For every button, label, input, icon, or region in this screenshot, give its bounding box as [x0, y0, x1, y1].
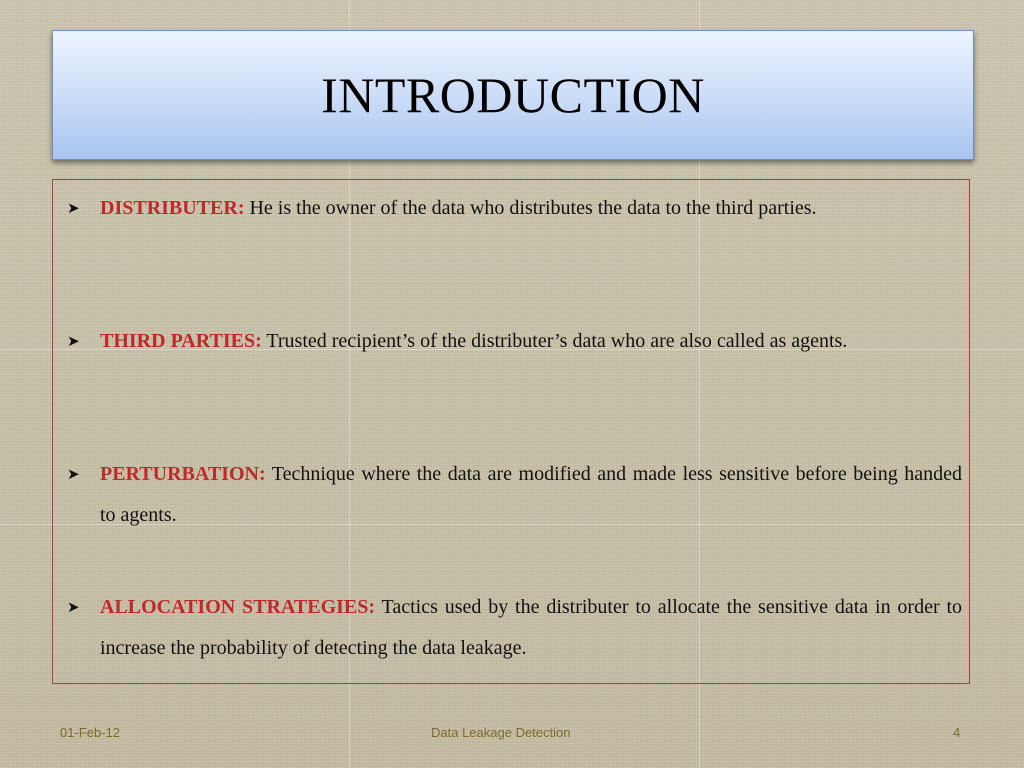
bullet-text	[100, 188, 962, 229]
arrow-bullet-icon: ➤	[67, 598, 80, 616]
footer-date: 01-Feb-12	[60, 725, 120, 740]
bullet-item-distributer	[67, 188, 962, 229]
bullet-description: Tactics used by the distributer to allocate the sensitive data in order to increase the probability of detecting the data leakage.	[100, 596, 962, 659]
arrow-bullet-icon: ➤	[67, 199, 80, 217]
slide-title: INTRODUCTION	[321, 67, 705, 123]
bullet-text	[100, 454, 962, 536]
arrow-bullet-icon: ➤	[67, 332, 80, 350]
bullet-description: He is the owner of the data who distributes the data to the third parties.	[244, 197, 817, 219]
content-box	[52, 179, 970, 684]
bullet-term: DISTRIBUTER:	[100, 197, 245, 219]
arrow-bullet-icon: ➤	[67, 465, 80, 483]
bullet-term: PERTURBATION:	[100, 463, 266, 485]
footer-page-number: 4	[953, 725, 961, 740]
bullet-text	[100, 587, 962, 669]
bullet-description: Trusted recipient’s of the distributer’s data who are also called as agents.	[261, 330, 848, 352]
bullet-term: ALLOCATION STRATEGIES:	[100, 596, 376, 618]
bullet-description: Technique where the data are modified and made less sensitive before being handed to agents.	[100, 463, 962, 526]
bullet-text	[100, 321, 962, 362]
bullet-item-perturbation	[67, 454, 962, 536]
bullet-term: THIRD PARTIES:	[100, 330, 262, 352]
slide-title-box	[52, 30, 974, 160]
bullet-item-third-parties	[67, 321, 962, 362]
footer-title: Data Leakage Detection	[431, 725, 571, 740]
bullet-item-allocation-strategies	[67, 587, 962, 669]
